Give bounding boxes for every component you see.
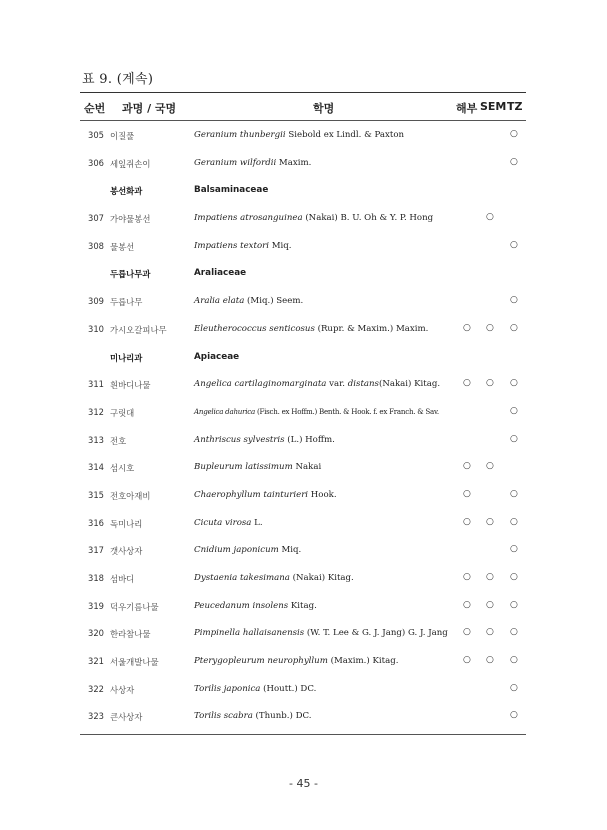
scientific-name-italic: Eleutherococcus senticosus	[194, 323, 315, 334]
sem-mark: ○	[486, 627, 494, 638]
family-scientific-name: Araliaceae	[194, 268, 247, 279]
tz-mark: ○	[510, 627, 518, 638]
table-row	[80, 287, 526, 315]
header-tz: TZ	[507, 100, 523, 113]
korean-name: 흰바디나물	[110, 380, 151, 391]
korean-name: 서울개발나물	[110, 657, 159, 668]
tz-mark: ○	[510, 572, 518, 582]
korean-name: 전호	[110, 435, 127, 446]
row-number: 305	[88, 130, 104, 140]
scientific-name-author: Miq.	[278, 545, 302, 556]
scientific-name-author: Kitag.	[288, 600, 317, 611]
korean-name: 가야물봉선	[110, 214, 151, 225]
row-number: 323	[88, 711, 104, 722]
korean-name: 한라참나물	[110, 629, 151, 640]
sem-mark: ○	[486, 655, 494, 666]
dissection-mark: ○	[463, 488, 471, 499]
dissection-mark: ○	[463, 516, 471, 527]
scientific-name-italic: Peucedanum insolens	[194, 600, 289, 611]
dissection-mark: ○	[463, 461, 471, 472]
tz-mark: ○	[510, 156, 518, 167]
table-row	[80, 675, 526, 703]
scientific-name-italic: Angelica dahurica	[194, 406, 255, 416]
row-number: 319	[88, 600, 104, 611]
table-row	[80, 121, 526, 149]
scientific-name	[194, 296, 303, 306]
scientific-name-author: Miq.	[269, 240, 292, 251]
scientific-name-italic: distans	[347, 379, 379, 390]
sem-mark: ○	[486, 378, 494, 389]
table-header	[80, 93, 526, 120]
scientific-name-author: (Thunb.) DC.	[252, 711, 312, 722]
scientific-name	[194, 462, 321, 472]
table-row	[80, 232, 526, 260]
korean-name: 덕우기름나물	[110, 601, 159, 612]
table-row	[80, 536, 526, 564]
scientific-name-author: (Fisch. ex Hoffm.) Benth. & Hook. f. ex Franch. & Sav.	[254, 406, 439, 416]
tz-mark: ○	[510, 710, 518, 721]
header-scientific-name: 학명	[313, 102, 335, 115]
tz-mark: ○	[510, 405, 518, 416]
row-number: 322	[88, 683, 104, 694]
scientific-name-italic: Cnidium japonicum	[194, 545, 279, 556]
table-row	[80, 453, 526, 481]
scientific-name	[194, 130, 404, 140]
page-number: - 45 -	[289, 777, 318, 790]
row-number: 312	[88, 406, 104, 417]
family-scientific-name: Balsaminaceae	[194, 185, 269, 196]
scientific-name-italic: Geranium wilfordii	[194, 157, 277, 168]
family-korean-name: 두릅나무과	[110, 269, 151, 280]
scientific-name-italic: Bupleurum latissimum	[194, 462, 293, 473]
sem-mark: ○	[486, 572, 494, 582]
row-number: 317	[88, 545, 104, 556]
tz-mark: ○	[510, 544, 518, 555]
table-row	[80, 204, 526, 232]
scientific-name	[194, 684, 316, 694]
korean-name: 물봉선	[110, 241, 135, 252]
header-number: 순번	[84, 102, 106, 115]
dissection-mark: ○	[463, 322, 471, 333]
scientific-name-italic: Angelica cartilaginomarginata	[194, 379, 327, 390]
row-number: 314	[88, 462, 104, 473]
table-bottom-rule	[80, 734, 526, 735]
row-number: 308	[88, 240, 104, 251]
korean-name: 사상자	[110, 684, 135, 695]
tz-mark: ○	[510, 129, 518, 139]
scientific-name-author: (Rupr. & Maxim.) Maxim.	[314, 323, 429, 334]
scientific-name	[194, 490, 337, 500]
korean-name: 섬시호	[110, 463, 135, 474]
scientific-name-italic: Pimpinella hallaisanensis	[194, 628, 305, 639]
header-dissection: 해부	[456, 102, 478, 115]
header-sem: SEM	[480, 100, 507, 113]
sem-mark: ○	[486, 461, 494, 472]
family-row	[80, 259, 526, 287]
sem-mark: ○	[486, 212, 494, 223]
scientific-name-italic: Torilis japonica	[194, 683, 261, 694]
korean-name: 섬바디	[110, 574, 135, 584]
row-number: 321	[88, 656, 104, 667]
table-row	[80, 426, 526, 454]
scientific-name-author: (L.) Hoffm.	[284, 434, 335, 445]
tz-mark: ○	[510, 378, 518, 389]
scientific-name	[194, 241, 292, 251]
tz-mark: ○	[510, 599, 518, 610]
tz-mark: ○	[510, 239, 518, 250]
table-caption: 표 9. (계속)	[82, 72, 154, 87]
row-number: 307	[88, 213, 104, 224]
tz-mark: ○	[510, 655, 518, 666]
scientific-name-italic: Anthriscus sylvestris	[194, 434, 285, 445]
scientific-name	[194, 435, 335, 445]
table-row	[80, 564, 526, 592]
sem-mark: ○	[486, 322, 494, 333]
table-row	[80, 315, 526, 343]
scientific-name-italic: Pterygopleurum neurophyllum	[194, 656, 328, 667]
tz-mark: ○	[510, 682, 518, 693]
scientific-name-author: (Miq.) Seem.	[244, 296, 304, 307]
scientific-name-author: (Maxim.) Kitag.	[327, 656, 399, 667]
scientific-name-author: var.	[326, 379, 348, 390]
scientific-name	[194, 656, 398, 666]
scientific-name	[194, 158, 311, 168]
scientific-name-author: Nakai	[292, 462, 322, 473]
row-number: 315	[88, 489, 104, 500]
scientific-name	[194, 518, 263, 528]
table-row	[80, 370, 526, 398]
scientific-name	[194, 545, 301, 555]
scientific-name-italic: Impatiens textori	[194, 240, 270, 251]
scientific-name-author: (Nakai) Kitag.	[289, 573, 354, 583]
korean-name: 이질풀	[110, 131, 135, 141]
scientific-name-author: (Nakai) B. U. Oh & Y. P. Hong	[302, 213, 434, 224]
family-korean-name: 미나리과	[110, 352, 143, 363]
tz-mark: ○	[510, 516, 518, 527]
scientific-name-italic: Geranium thunbergii	[194, 130, 286, 140]
tz-mark: ○	[510, 433, 518, 444]
dissection-mark: ○	[463, 572, 471, 582]
table-row	[80, 647, 526, 675]
scientific-name	[194, 601, 317, 611]
scientific-name-author: (W. T. Lee & G. J. Jang) G. J. Jang	[304, 628, 448, 639]
scientific-name-author: Maxim.	[276, 157, 312, 168]
scientific-name	[194, 324, 428, 334]
scientific-name-italic: Impatiens atrosanguinea	[194, 213, 303, 224]
table-row	[80, 481, 526, 509]
scientific-name-italic: Chaerophyllum tainturieri	[194, 489, 309, 500]
species-table	[80, 92, 526, 735]
dissection-mark: ○	[463, 627, 471, 638]
scientific-name-italic: Cicuta virosa	[194, 517, 252, 528]
korean-name: 갯사상자	[110, 546, 143, 557]
sem-mark: ○	[486, 599, 494, 610]
table-row	[80, 149, 526, 177]
family-korean-name: 봉선화과	[110, 186, 143, 197]
family-scientific-name: Apiaceae	[194, 351, 240, 362]
korean-name: 전호아재비	[110, 490, 151, 501]
scientific-name-author: (Houtt.) DC.	[260, 683, 317, 694]
table-body	[80, 121, 526, 730]
korean-name: 독미나리	[110, 518, 143, 529]
scientific-name	[194, 379, 440, 389]
row-number: 318	[88, 573, 104, 583]
tz-mark: ○	[510, 295, 518, 306]
row-number: 309	[88, 296, 104, 307]
family-row	[80, 176, 526, 204]
scientific-name	[194, 407, 439, 416]
dissection-mark: ○	[463, 378, 471, 389]
tz-mark: ○	[510, 488, 518, 499]
scientific-name-italic: Torilis scabra	[194, 711, 253, 722]
row-number: 310	[88, 323, 104, 334]
row-number: 313	[88, 434, 104, 445]
family-row	[80, 343, 526, 371]
table-row	[80, 592, 526, 620]
dissection-mark: ○	[463, 655, 471, 666]
header-family-korean-name: 과명 / 국명	[122, 102, 177, 115]
korean-name: 구릿대	[110, 407, 135, 418]
table-row	[80, 398, 526, 426]
sem-mark: ○	[486, 516, 494, 527]
korean-name: 큰사상자	[110, 712, 143, 723]
scientific-name	[194, 711, 311, 721]
scientific-name-author: Hook.	[308, 489, 337, 500]
scientific-name	[194, 573, 354, 583]
dissection-mark: ○	[463, 599, 471, 610]
korean-name: 가시오갈피나무	[110, 324, 167, 335]
tz-mark: ○	[510, 322, 518, 333]
table-row	[80, 509, 526, 537]
korean-name: 세잎쥐손이	[110, 158, 151, 169]
row-number: 311	[88, 379, 104, 390]
scientific-name-author: Siebold ex Lindl. & Paxton	[285, 130, 405, 140]
scientific-name-italic: Aralia elata	[194, 296, 245, 307]
korean-name: 두릅나무	[110, 297, 143, 308]
scientific-name	[194, 628, 448, 638]
row-number: 320	[88, 628, 104, 639]
scientific-name-author: (Nakai) Kitag.	[378, 379, 441, 390]
scientific-name	[194, 213, 433, 223]
table-row	[80, 702, 526, 730]
row-number: 316	[88, 517, 104, 528]
row-number: 306	[88, 157, 104, 168]
scientific-name-author: L.	[251, 517, 263, 528]
table-row	[80, 619, 526, 647]
scientific-name-italic: Dystaenia takesimana	[194, 573, 290, 583]
